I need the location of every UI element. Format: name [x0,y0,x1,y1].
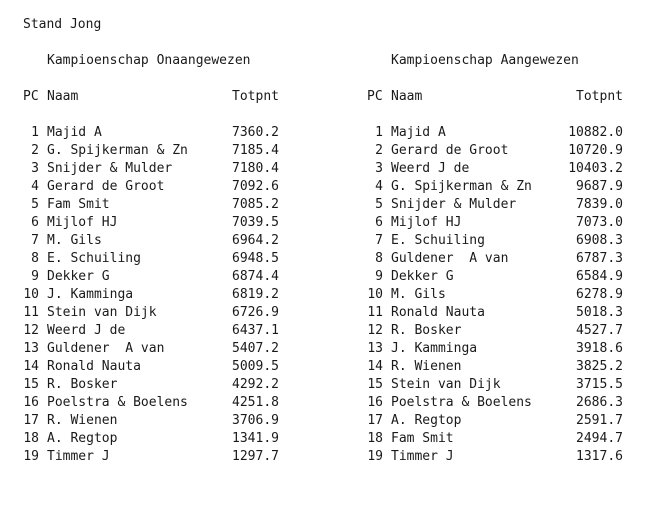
rank-cell: 13 [367,341,383,356]
total-cell: 6726.9 [232,305,279,320]
total-cell: 1341.9 [232,431,279,446]
total-cell: 6278.9 [576,287,623,302]
total-cell: 2686.3 [576,395,623,410]
rank-cell: 9 [375,269,383,284]
total-cell: 5009.5 [232,359,279,374]
total-cell: 7180.4 [232,161,279,176]
name-cell: Timmer J [47,449,110,464]
table-row [367,340,658,358]
table-row [367,268,658,286]
table-row [367,142,658,160]
name-cell: Dekker G [47,269,110,284]
total-cell: 7085.2 [232,197,279,212]
rank-cell: 12 [23,323,39,338]
rank-cell: 2 [375,143,383,158]
column-header-pc: PC [23,89,39,104]
rank-cell: 13 [23,341,39,356]
name-cell: A. Regtop [47,431,118,446]
name-cell: Ronald Nauta [47,359,141,374]
name-cell: Ronald Nauta [391,305,485,320]
name-cell: Guldener A van [47,341,165,356]
total-cell: 3706.9 [232,413,279,428]
table-row [23,304,323,322]
total-cell: 10403.2 [568,161,623,176]
rank-cell: 2 [31,143,39,158]
total-cell: 4251.8 [232,395,279,410]
table-row [23,430,323,448]
table-row [367,448,658,466]
rank-cell: 4 [31,179,39,194]
rank-cell: 19 [23,449,39,464]
total-cell: 1317.6 [576,449,623,464]
name-cell: G. Spijkerman & Zn [391,179,532,194]
total-cell: 6964.2 [232,233,279,248]
total-cell: 7092.6 [232,179,279,194]
table-row [23,142,323,160]
total-cell: 6437.1 [232,323,279,338]
name-cell: Timmer J [391,449,454,464]
table-row [367,214,658,232]
name-cell: R. Wienen [391,359,462,374]
name-cell: J. Kamminga [47,287,134,302]
rank-cell: 15 [367,377,383,392]
rank-cell: 3 [31,161,39,176]
standings-heading: Kampioenschap Onaangewezen [47,53,251,68]
total-cell: 7360.2 [232,125,279,140]
column-header-total: Totpnt [576,89,623,104]
table-row [23,178,323,196]
total-cell: 6948.5 [232,251,279,266]
total-cell: 7073.0 [576,215,623,230]
name-cell: Weerd J de [47,323,126,338]
rank-cell: 15 [23,377,39,392]
table-row [367,322,658,340]
name-cell: Weerd J de [391,161,470,176]
column-header-name: Naam [47,89,79,104]
name-cell: Poelstra & Boelens [47,395,188,410]
table-row [367,412,658,430]
table-row [367,250,658,268]
rank-cell: 9 [31,269,39,284]
table-row [23,268,323,286]
total-cell: 3918.6 [576,341,623,356]
table-row [23,124,323,142]
table-row [367,286,658,304]
table-row [367,196,658,214]
name-cell: R. Bosker [391,323,462,338]
rank-cell: 7 [375,233,383,248]
rank-cell: 16 [23,395,39,410]
rank-cell: 5 [375,197,383,212]
rank-cell: 4 [375,179,383,194]
name-cell: M. Gils [391,287,446,302]
total-cell: 4527.7 [576,323,623,338]
rank-cell: 19 [367,449,383,464]
name-cell: Snijder & Mulder [47,161,173,176]
name-cell: Majid A [391,125,446,140]
name-cell: A. Regtop [391,413,462,428]
name-cell: Fam Smit [47,197,110,212]
total-cell: 6908.3 [576,233,623,248]
rank-cell: 18 [367,431,383,446]
page-title: Stand Jong [23,17,102,32]
name-cell: Stein van Dijk [391,377,501,392]
table-row [367,304,658,322]
name-cell: Stein van Dijk [47,305,157,320]
total-cell: 6787.3 [576,251,623,266]
table-body [23,124,323,466]
total-cell: 2494.7 [576,431,623,446]
table-row [23,196,323,214]
total-cell: 7839.0 [576,197,623,212]
table-row [367,358,658,376]
name-cell: Snijder & Mulder [391,197,517,212]
rank-cell: 6 [31,215,39,230]
rank-cell: 10 [23,287,39,302]
rank-cell: 14 [23,359,39,374]
rank-cell: 7 [31,233,39,248]
table-header [23,88,323,106]
table-row [367,124,658,142]
name-cell: Gerard de Groot [47,179,165,194]
column-header-pc: PC [367,89,383,104]
total-cell: 6584.9 [576,269,623,284]
table-row [23,160,323,178]
total-cell: 7039.5 [232,215,279,230]
table-body [367,124,658,466]
rank-cell: 17 [23,413,39,428]
name-cell: Poelstra & Boelens [391,395,532,410]
rank-cell: 8 [31,251,39,266]
rank-cell: 3 [375,161,383,176]
rank-cell: 11 [23,305,39,320]
total-cell: 3825.2 [576,359,623,374]
rank-cell: 18 [23,431,39,446]
total-cell: 9687.9 [576,179,623,194]
table-row [23,340,323,358]
rank-cell: 5 [31,197,39,212]
rank-cell: 16 [367,395,383,410]
table-row [23,358,323,376]
rank-cell: 8 [375,251,383,266]
name-cell: G. Spijkerman & Zn [47,143,188,158]
column-header-name: Naam [391,89,423,104]
rank-cell: 1 [31,125,39,140]
total-cell: 6874.4 [232,269,279,284]
rank-cell: 11 [367,305,383,320]
table-row [23,250,323,268]
name-cell: J. Kamminga [391,341,478,356]
rank-cell: 12 [367,323,383,338]
table-row [23,412,323,430]
total-cell: 10720.9 [568,143,623,158]
rank-cell: 10 [367,287,383,302]
name-cell: Guldener A van [391,251,509,266]
name-cell: M. Gils [47,233,102,248]
name-cell: Mijlof HJ [391,215,462,230]
name-cell: R. Bosker [47,377,118,392]
total-cell: 5407.2 [232,341,279,356]
total-cell: 6819.2 [232,287,279,302]
table-row [23,394,323,412]
table-row [23,214,323,232]
name-cell: E. Schuiling [47,251,141,266]
total-cell: 5018.3 [576,305,623,320]
column-header-total: Totpnt [232,89,279,104]
table-row [367,232,658,250]
table-row [367,160,658,178]
rank-cell: 1 [375,125,383,140]
table-row [23,448,323,466]
table-row [367,430,658,448]
table-header [367,88,658,106]
table-row [23,322,323,340]
name-cell: Dekker G [391,269,454,284]
table-row [367,376,658,394]
total-cell: 2591.7 [576,413,623,428]
name-cell: Mijlof HJ [47,215,118,230]
table-row [367,178,658,196]
name-cell: E. Schuiling [391,233,485,248]
table-row [23,232,323,250]
table-row [23,286,323,304]
table-row [367,394,658,412]
total-cell: 10882.0 [568,125,623,140]
total-cell: 1297.7 [232,449,279,464]
name-cell: Fam Smit [391,431,454,446]
name-cell: R. Wienen [47,413,118,428]
total-cell: 4292.2 [232,377,279,392]
standings-heading: Kampioenschap Aangewezen [391,53,579,68]
rank-cell: 6 [375,215,383,230]
name-cell: Majid A [47,125,102,140]
total-cell: 3715.5 [576,377,623,392]
rank-cell: 17 [367,413,383,428]
table-row [23,376,323,394]
total-cell: 7185.4 [232,143,279,158]
rank-cell: 14 [367,359,383,374]
name-cell: Gerard de Groot [391,143,509,158]
